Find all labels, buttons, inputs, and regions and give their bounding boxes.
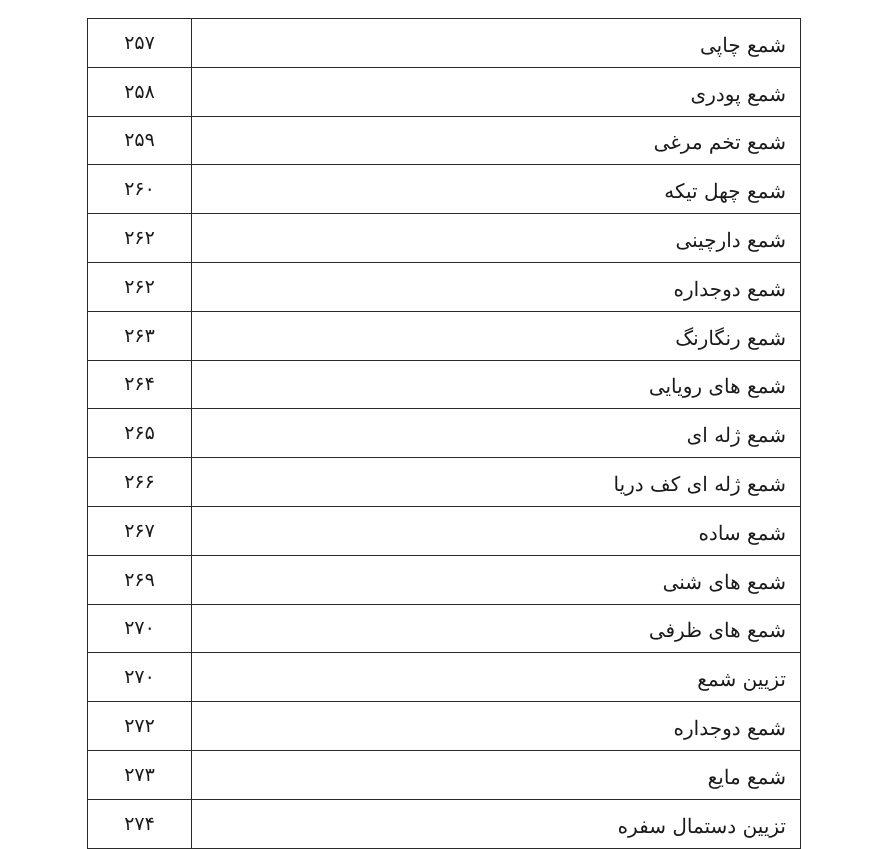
table-row bbox=[88, 750, 801, 799]
entry-title: تزیین دستمال سفره bbox=[192, 799, 801, 848]
entry-title: شمع های رویایی bbox=[192, 360, 801, 409]
table-row bbox=[88, 555, 801, 604]
page-number: ۲۷۰ bbox=[88, 604, 192, 653]
table-row bbox=[88, 116, 801, 165]
entry-title: تزیین شمع bbox=[192, 653, 801, 702]
table-row bbox=[88, 262, 801, 311]
entry-title: شمع مایع bbox=[192, 750, 801, 799]
entry-title: شمع ساده bbox=[192, 506, 801, 555]
page-number: ۲۶۵ bbox=[88, 409, 192, 458]
page-number: ۲۷۰ bbox=[88, 653, 192, 702]
table-row bbox=[88, 458, 801, 507]
entry-title: شمع پودری bbox=[192, 67, 801, 116]
page-number: ۲۶۶ bbox=[88, 458, 192, 507]
entry-title: شمع های شنی bbox=[192, 555, 801, 604]
page-number: ۲۶۳ bbox=[88, 311, 192, 360]
page-number: ۲۷۳ bbox=[88, 750, 192, 799]
entry-title: شمع چهل تیکه bbox=[192, 165, 801, 214]
page-number: ۲۶۲ bbox=[88, 214, 192, 263]
page-number: ۲۶۴ bbox=[88, 360, 192, 409]
entry-title: شمع چاپی bbox=[192, 19, 801, 68]
table-row bbox=[88, 67, 801, 116]
entry-title: شمع ژله ای bbox=[192, 409, 801, 458]
entry-title: شمع دوجداره bbox=[192, 262, 801, 311]
page-number: ۲۷۴ bbox=[88, 799, 192, 848]
entry-title: شمع تخم مرغی bbox=[192, 116, 801, 165]
table-row bbox=[88, 19, 801, 68]
page-number: ۲۷۲ bbox=[88, 702, 192, 751]
table-row bbox=[88, 799, 801, 848]
entry-title: شمع دارچینی bbox=[192, 214, 801, 263]
page-number: ۲۶۹ bbox=[88, 555, 192, 604]
entry-title: شمع ژله ای کف دریا bbox=[192, 458, 801, 507]
page-number: ۲۶۷ bbox=[88, 506, 192, 555]
table-of-contents bbox=[87, 18, 801, 849]
entry-title: شمع های ظرفی bbox=[192, 604, 801, 653]
table-row bbox=[88, 360, 801, 409]
page-number: ۲۶۲ bbox=[88, 262, 192, 311]
page-number: ۲۶۰ bbox=[88, 165, 192, 214]
table-row bbox=[88, 653, 801, 702]
page-number: ۲۵۹ bbox=[88, 116, 192, 165]
entry-title: شمع دوجداره bbox=[192, 702, 801, 751]
page-number: ۲۵۸ bbox=[88, 67, 192, 116]
table-row bbox=[88, 506, 801, 555]
page-number: ۲۵۷ bbox=[88, 19, 192, 68]
table-row bbox=[88, 311, 801, 360]
table-row bbox=[88, 165, 801, 214]
table-row bbox=[88, 702, 801, 751]
entry-title: شمع رنگارنگ bbox=[192, 311, 801, 360]
table-row bbox=[88, 604, 801, 653]
table-row bbox=[88, 409, 801, 458]
table-row bbox=[88, 214, 801, 263]
